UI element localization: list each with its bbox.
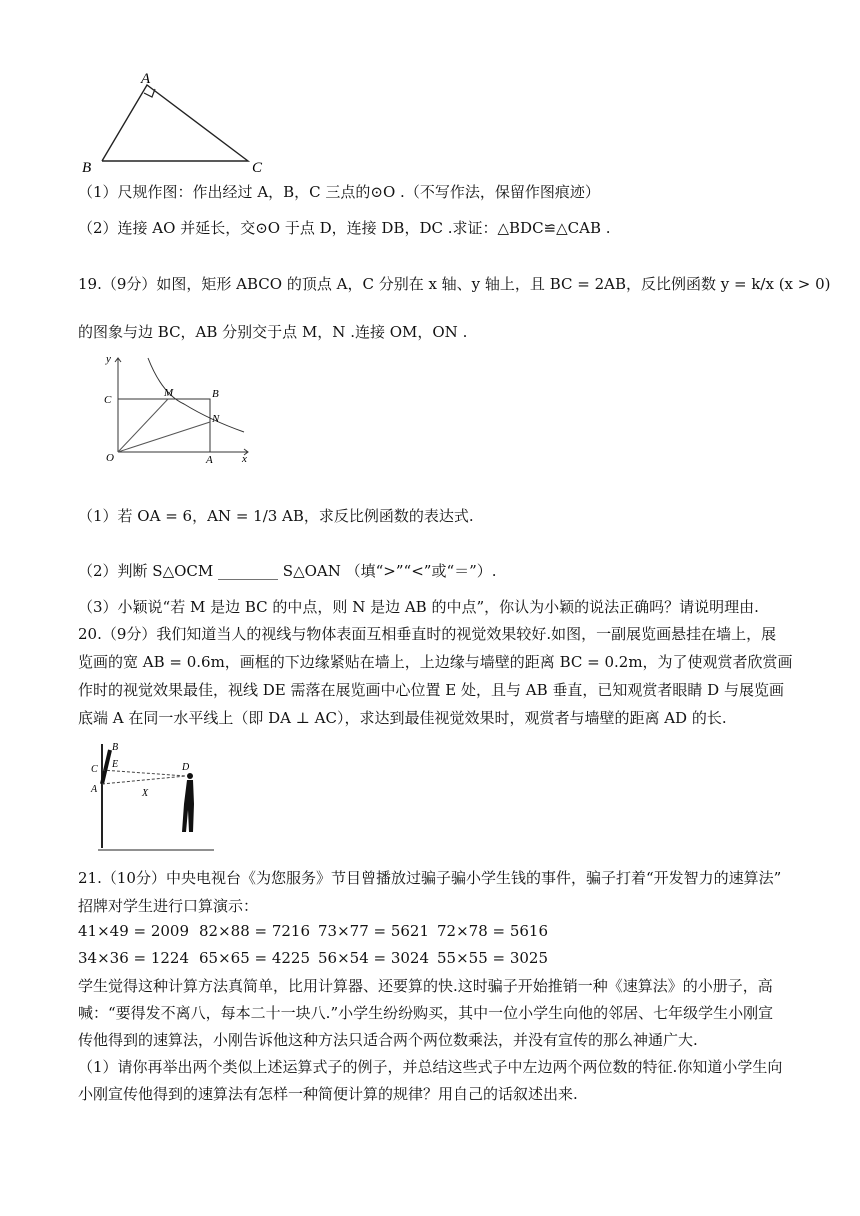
label-c: C: [252, 160, 263, 176]
viewer-figure: [86, 740, 216, 852]
q20-line2: 览画的宽 AB = 0.6m，画框的下边缘紧贴在墙上，上边缘与墙壁的距离 BC = 0.2m，为了使观赏者欣赏画: [78, 653, 793, 671]
q21-line5: 传他得到的速算法，小刚告诉他这种方法只适合两个两位数乘法，并没有宣传的那么神通广大.: [78, 1031, 698, 1049]
triangle-figure: [78, 64, 278, 176]
q19-part2: （2）判断 S△OCM ________ S△OAN （填“>”“<”或“＝”）.: [78, 562, 497, 580]
q18-part1: （1）尺规作图：作出经过 A，B，C 三点的⊙O .（不写作法，保留作图痕迹）: [78, 183, 600, 201]
q21-row2-item1: 34×36 = 1224: [78, 949, 190, 967]
label-a: A: [206, 454, 213, 464]
label-y-axis: y: [106, 353, 111, 365]
q19-line2: 的图象与边 BC，AB 分别交于点 M，N .连接 OM，ON .: [78, 323, 468, 341]
label-a: A: [91, 784, 98, 795]
q20-line4: 底端 A 在同一水平线上（即 DA ⊥ AC），求达到最佳视觉效果时，观赏者与墙壁的距离 AD 的长.: [78, 709, 727, 727]
hyperbola-figure: [82, 352, 254, 464]
label-m: M: [164, 387, 174, 399]
label-d: D: [182, 762, 190, 773]
label-c: C: [104, 394, 112, 406]
q18-part2: （2）连接 AO 并延长，交⊙O 于点 D，连接 DB，DC .求证：△BDC≌△CAB .: [78, 219, 611, 237]
q19-line1: 19.（9分）如图，矩形 ABCO 的顶点 A，C 分别在 x 轴、y 轴上，且 BC = 2AB，反比例函数 y = k/x (x > 0): [78, 275, 831, 293]
label-x-axis: x: [242, 453, 247, 464]
q21-line4: 喊：“要得发不离八，每本二十一块八.”小学生纷纷购买，其中一位小学生向他的邻居、七年级学生小刚宣: [78, 1004, 774, 1022]
q21-line1: 21.（10分）中央电视台《为您服务》节目曾播放过骗子骗小学生钱的事件，骗子打着“开发智力的速算法”: [78, 869, 782, 887]
label-b: B: [82, 160, 92, 176]
label-b: B: [212, 388, 219, 400]
q21-line3: 学生觉得这种计算方法真简单，比用计算器、还要算的快.这时骗子开始推销一种《速算法》的小册子，高: [78, 977, 773, 995]
q21-row2-item2: 65×65 = 4225: [199, 949, 311, 967]
q21-line2: 招牌对学生进行口算演示：: [78, 897, 259, 915]
label-b: B: [112, 742, 119, 753]
q19-part3: （3）小颖说“若 M 是边 BC 的中点，则 N 是边 AB 的中点”，你认为小颖的说法正确吗？请说明理由.: [78, 598, 759, 616]
q21-row1-item1: 41×49 = 2009: [78, 922, 190, 940]
q20-line1: 20.（9分）我们知道当人的视线与物体表面互相垂直时的视觉效果较好.如图，一副展览画悬挂在墙上，展: [78, 625, 777, 643]
q21-part1-line1: （1）请你再举出两个类似上述运算式子的例子，并总结这些式子中左边两个两位数的特征.你知道小学生向: [78, 1058, 783, 1076]
q21-row1-item3: 73×77 = 5621: [318, 922, 430, 940]
q21-row2-item3: 56×54 = 3024: [318, 949, 430, 967]
q20-line3: 作时的视觉效果最佳，视线 DE 需落在展览画中心位置 E 处，且与 AB 垂直，已知观赏者眼睛 D 与展览画: [78, 681, 784, 699]
label-o: O: [106, 452, 114, 464]
label-c: C: [91, 764, 98, 775]
label-a: A: [141, 71, 151, 87]
q21-row1-item4: 72×78 = 5616: [437, 922, 549, 940]
label-n: N: [212, 413, 220, 425]
q21-row1-item2: 82×88 = 7216: [199, 922, 311, 940]
label-e: E: [112, 759, 119, 770]
label-x: X: [142, 788, 149, 799]
q21-row2-item4: 55×55 = 3025: [437, 949, 549, 967]
q19-part1: （1）若 OA = 6，AN = 1/3 AB，求反比例函数的表达式.: [78, 507, 474, 525]
q21-part1-line2: 小刚宣传他得到的速算法有怎样一种简便计算的规律？用自己的话叙述出来.: [78, 1085, 578, 1103]
